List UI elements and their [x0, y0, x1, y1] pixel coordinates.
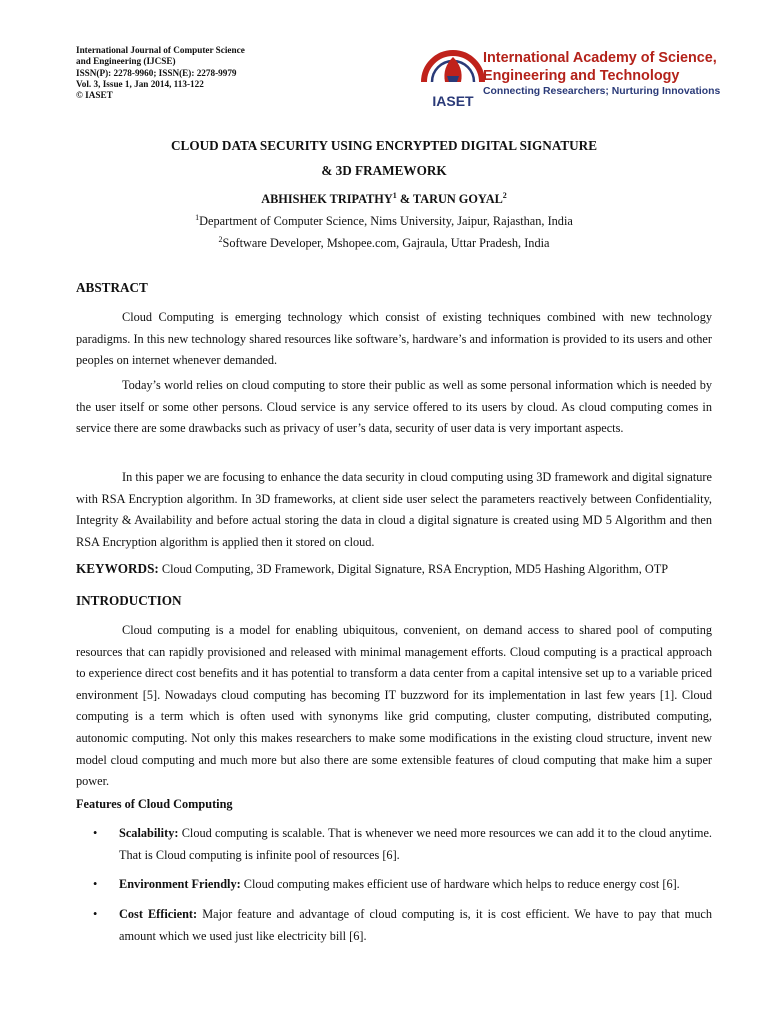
feature-text [119, 874, 712, 896]
organization-tagline: Connecting Researchers; Nurturing Innovations [483, 86, 721, 97]
logo-text: IASET [432, 93, 474, 109]
paper-title-line-1: CLOUD DATA SECURITY USING ENCRYPTED DIGITAL SIGNATURE [171, 138, 597, 153]
introduction-paragraph: Cloud computing is a model for enabling ubiquitous, convenient, on demand access to shared pool of computing resources that can rapidly provisioned and released with minimal management efforts. Cloud computing is a practical approach to experience direct cost benefits and it has potential to transform a data center from a capital intensive set up to a variable priced environment [5]. Nowadays cloud computing has becoming IT buzzword for its implementation in last few years [1]. Cloud computing is a term which is often used with synonyms like grid computing, cluster computing, distributed computing, autonomic computing. Not only this makes researchers to make some modifications in the existing cloud structure, invent new model cloud computing and much more but also there are some extensible features of cloud computing that make him a super power. [76, 623, 712, 789]
journal-line: International Journal of Computer Science [76, 45, 245, 55]
affiliation-text: Software Developer, Mshopee.com, Gajraula, Uttar Pradesh, India [222, 236, 550, 250]
iaset-logo [418, 42, 488, 110]
journal-line: Vol. 3, Issue 1, Jan 2014, 113-122 [76, 78, 204, 89]
feature-label: Environment Friendly: [119, 877, 241, 891]
bullet-icon: • [93, 877, 98, 891]
affiliation-1 [0, 214, 768, 229]
abstract-paragraph: Today’s world relies on cloud computing to store their public as well as some personal information which is needed by the user itself or some other persons. Cloud service is any service offered to its users by cloud. As cloud computing comes in service there are some drawbacks such as privacy of user’s data, security of user data is very important aspects. [76, 378, 712, 436]
feature-bullet [76, 904, 712, 947]
author-superscript: 2 [502, 190, 507, 200]
affiliation-2 [0, 236, 768, 251]
org-name-line: Engineering and Technology [483, 68, 680, 84]
feature-description: Major feature and advantage of cloud computing is, it is cost efficient. We have to pay that much amount which we used just like electricity bill [6]. [119, 907, 713, 943]
keywords-label: KEYWORDS: [76, 561, 159, 576]
journal-line: and Engineering (IJCSE) [76, 56, 176, 67]
affiliation-text: Department of Computer Science, Nims University, Jaipur, Rajasthan, India [199, 214, 573, 228]
feature-text [119, 823, 712, 866]
authors [0, 192, 768, 207]
affiliation-superscript: 2 [218, 234, 223, 244]
feature-bullet [76, 823, 712, 866]
introduction-heading: INTRODUCTION [76, 593, 182, 608]
abstract-paragraph: Cloud Computing is emerging technology which consist of existing techniques combined with new technology paradigms. In this new technology shared resources like software’s, hardware’s and information is provided to its users and other peoples on internet whenever demanded. [76, 310, 712, 368]
author-superscript: 1 [392, 190, 397, 200]
journal-line: © IASET [76, 90, 113, 101]
keywords-text: Cloud Computing, 3D Framework, Digital Signature, RSA Encryption, MD5 Hashing Algorithm, OTP [158, 562, 669, 576]
abstract-paragraph: In this paper we are focusing to enhance the data security in cloud computing using 3D framework and digital signature with RSA Encryption algorithm. In 3D frameworks, at client side user select the parameters reactively between Confidentiality, Integrity & Availability and before actual storing the data in cloud a digital signature is created using MD 5 Algorithm and then RSA Encryption algorithm is applied then it stored on cloud. [76, 470, 712, 549]
bullet-icon: • [93, 907, 98, 921]
abstract-heading: ABSTRACT [76, 280, 148, 295]
author-separator: & [396, 192, 413, 206]
author-name: TARUN GOYAL [412, 192, 503, 206]
feature-bullet [76, 874, 712, 896]
paper-title-line-2: & 3D FRAMEWORK [321, 163, 447, 178]
feature-label: Scalability: [119, 826, 179, 840]
keywords [76, 561, 668, 577]
journal-line: ISSN(P): 2278-9960; ISSN(E): 2278-9979 [76, 67, 237, 78]
affiliation-superscript: 1 [195, 212, 200, 222]
organization-name [483, 49, 717, 85]
journal-info [76, 45, 245, 101]
feature-description: Cloud computing makes efficient use of hardware which helps to reduce energy cost [6]. [240, 877, 680, 891]
bullet-icon: • [93, 826, 98, 840]
feature-label: Cost Efficient: [119, 907, 198, 921]
features-heading: Features of Cloud Computing [76, 797, 233, 811]
feature-description: Cloud computing is scalable. That is whenever we need more resources we can add it to the cloud anytime. That is Cloud computing is infinite pool of resources [6]. [119, 826, 712, 862]
author-name: ABHISHEK TRIPATHY [261, 192, 393, 206]
org-name-line: International Academy of Science, [483, 50, 717, 66]
feature-text [119, 904, 712, 947]
